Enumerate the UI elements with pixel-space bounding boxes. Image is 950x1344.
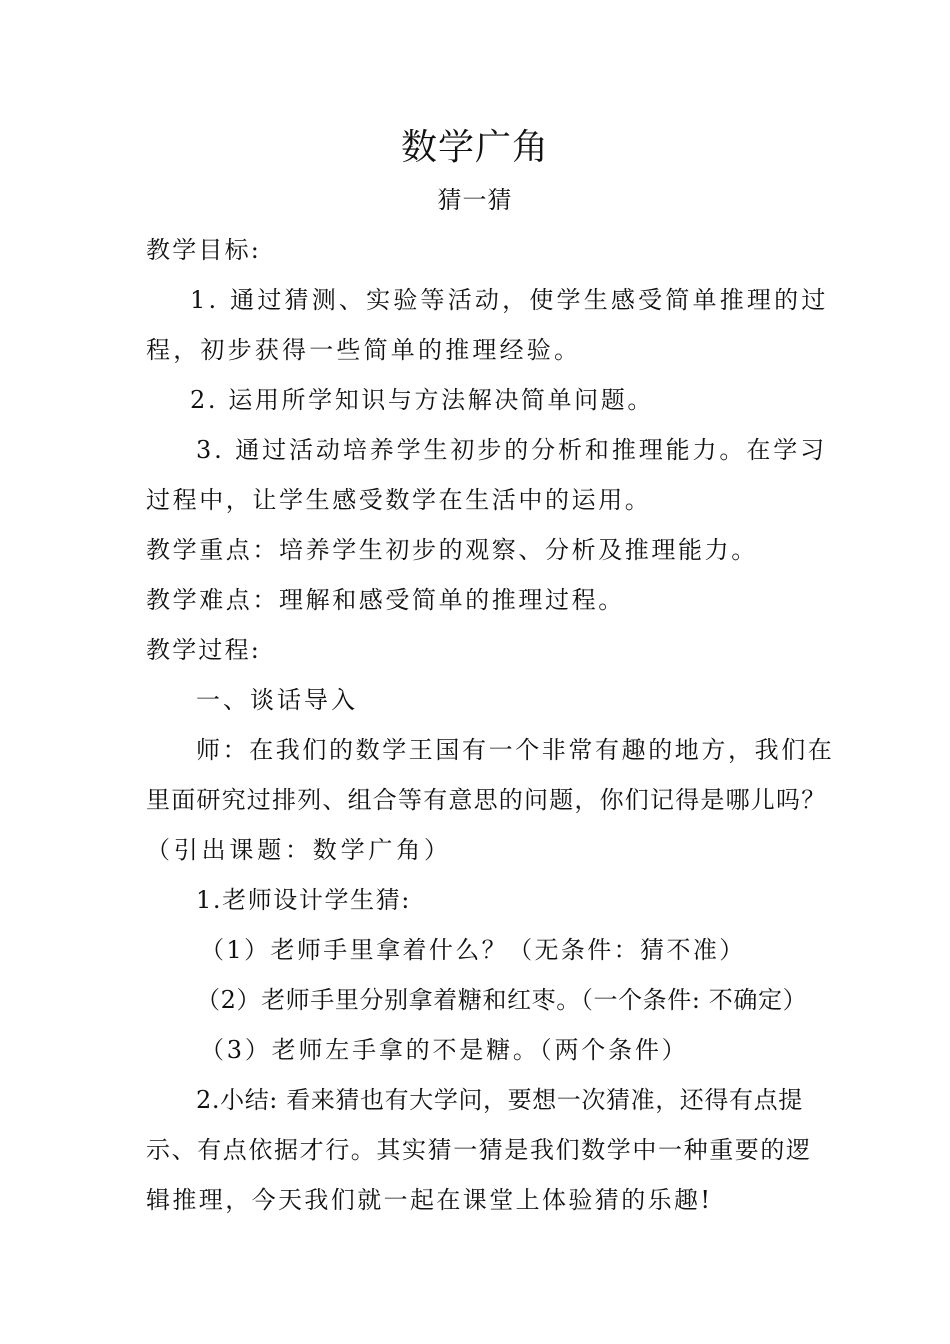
paragraph-line: 示、有点依据才行。其实猜一猜是我们数学中一种重要的逻 xyxy=(146,1136,812,1164)
paragraph-line: （引出课题：数学广角） xyxy=(146,836,452,864)
paragraph-line: 3. 通过活动培养学生初步的分析和推理能力。在学习 xyxy=(196,436,828,464)
paragraph-line: 2. 运用所学知识与方法解决简单问题。 xyxy=(190,386,654,414)
list-item: 1.老师设计学生猜: xyxy=(196,886,411,914)
list-item: （1）老师手里拿着什么？（无条件：猜不准） xyxy=(200,936,746,964)
paragraph-line: 里面研究过排列、组合等有意思的问题，你们记得是哪儿吗？ xyxy=(146,786,827,814)
subsection-heading: 一、谈话导入 xyxy=(196,686,358,714)
paragraph-line: 程，初步获得一些简单的推理经验。 xyxy=(146,336,582,364)
paragraph-line: 1. 通过猜测、实验等活动，使学生感受简单推理的过 xyxy=(190,286,829,314)
section-heading-process: 教学过程: xyxy=(146,636,262,664)
key-point-line: 教学重点：培养学生初步的观察、分析及推理能力。 xyxy=(146,536,758,564)
paragraph-line: 过程中，让学生感受数学在生活中的运用。 xyxy=(146,486,652,514)
list-item: （2）老师手里分别拿着糖和红枣。（一个条件: 不确定） xyxy=(196,986,808,1014)
paragraph-line: 辑推理，今天我们就一起在课堂上体验猜的乐趣! xyxy=(146,1186,713,1214)
list-item: （3）老师左手拿的不是糖。（两个条件） xyxy=(200,1036,689,1064)
document-subtitle: 猜一猜 xyxy=(437,186,513,214)
difficulty-line: 教学难点：理解和感受简单的推理过程。 xyxy=(146,586,625,614)
document-title: 数学广角 xyxy=(400,127,549,168)
section-heading-objectives: 教学目标: xyxy=(146,236,262,264)
paragraph-line: 2.小结: 看来猜也有大学问，要想一次猜准，还得有点提 xyxy=(196,1086,803,1114)
paragraph-line: 师：在我们的数学王国有一个非常有趣的地方，我们在 xyxy=(196,736,835,764)
